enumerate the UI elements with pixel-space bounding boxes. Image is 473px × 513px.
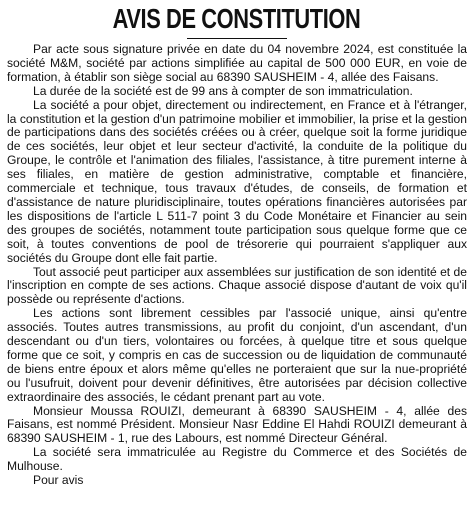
title-underline bbox=[187, 38, 287, 39]
paragraph-management: Monsieur Moussa ROUIZI, demeurant à 68390 SAUSHEIM - 4, allée des Faisans, est nommé Président. Monsieur Nasr Eddine El Hahdi ROUIZI demeurant à 68390 SAUSHEIM - 1, rue des Labours, est nommé Directeur Général. bbox=[7, 403, 467, 446]
paragraph-share-transfers: Les actions sont librement cessibles par l'associé unique, ainsi qu'entre associés. Toutes autres transmissions, au profit du conjoint, d'un ascendant, d'un descendant ou d'un tiers, volontaires ou forcées, à quelque titre et sous quelque forme que ce soit, y compris en cas de succession ou de liquidation de communauté de biens entre époux et alors même qu'elles ne porteraient que sur la nue-propriété ou l'usufruit, doivent pour devenir définitives, être autorisées par décision collective extraordinaire des associés, le cédant prenant part au vote. bbox=[7, 306, 467, 404]
paragraph-registration: La société sera immatriculée au Registre du Commerce et des Sociétés de Mulhouse. bbox=[7, 445, 467, 474]
paragraph-assemblies: Tout associé peut participer aux assemblées sur justification de son identité et de l'inscription en compte de ses actions. Chaque associé dispose d'autant de voix qu'il possède ou représente d'actions. bbox=[7, 264, 467, 307]
paragraph-constitution: Par acte sous signature privée en date du 04 novembre 2024, est constituée la société M&M, société par actions simplifiée au capital de 500 000 EUR, en voie de formation, à établir son siège social au 68390 SAUSHEIM - 4, allée des Faisans. bbox=[7, 42, 467, 84]
notice-title: AVIS DE CONSTITUTION bbox=[112, 3, 361, 34]
paragraph-duration: La durée de la société est de 99 ans à compter de son immatriculation. bbox=[33, 83, 413, 98]
notice-body bbox=[0, 43, 473, 488]
paragraph-purpose: La société a pour objet, directement ou indirectement, en France et à l'étranger, la constitution et la gestion d'un patrimoine mobilier et immobilier, la prise et la gestion de participations dans des sociétés créées ou à créer, quelque soit la forme juridique de ces sociétés, leur objet et leur secteur d'activité, la conduite de la politique du Groupe, le contrôle et l'animation des filiales, l'assistance, à titre purement interne à ses filiales, en matière de gestion administrative, comptable et financière, commerciale et technique, tous travaux d'études, de conseils, de formation et d'assistance de nature pluridisciplinaire, toutes opérations financières autorisées par les dispositions de l'article L 511-7 point 3 du Code Monétaire et Financier au sein des groupes de sociétés, notamment toute participation sous quelque forme que ce soit, à toutes conventions de pool de trésorerie qui pourraient s'appliquer aux sociétés du Groupe dont elle fait partie. bbox=[7, 97, 467, 265]
paragraph-closing: Pour avis bbox=[33, 473, 84, 488]
